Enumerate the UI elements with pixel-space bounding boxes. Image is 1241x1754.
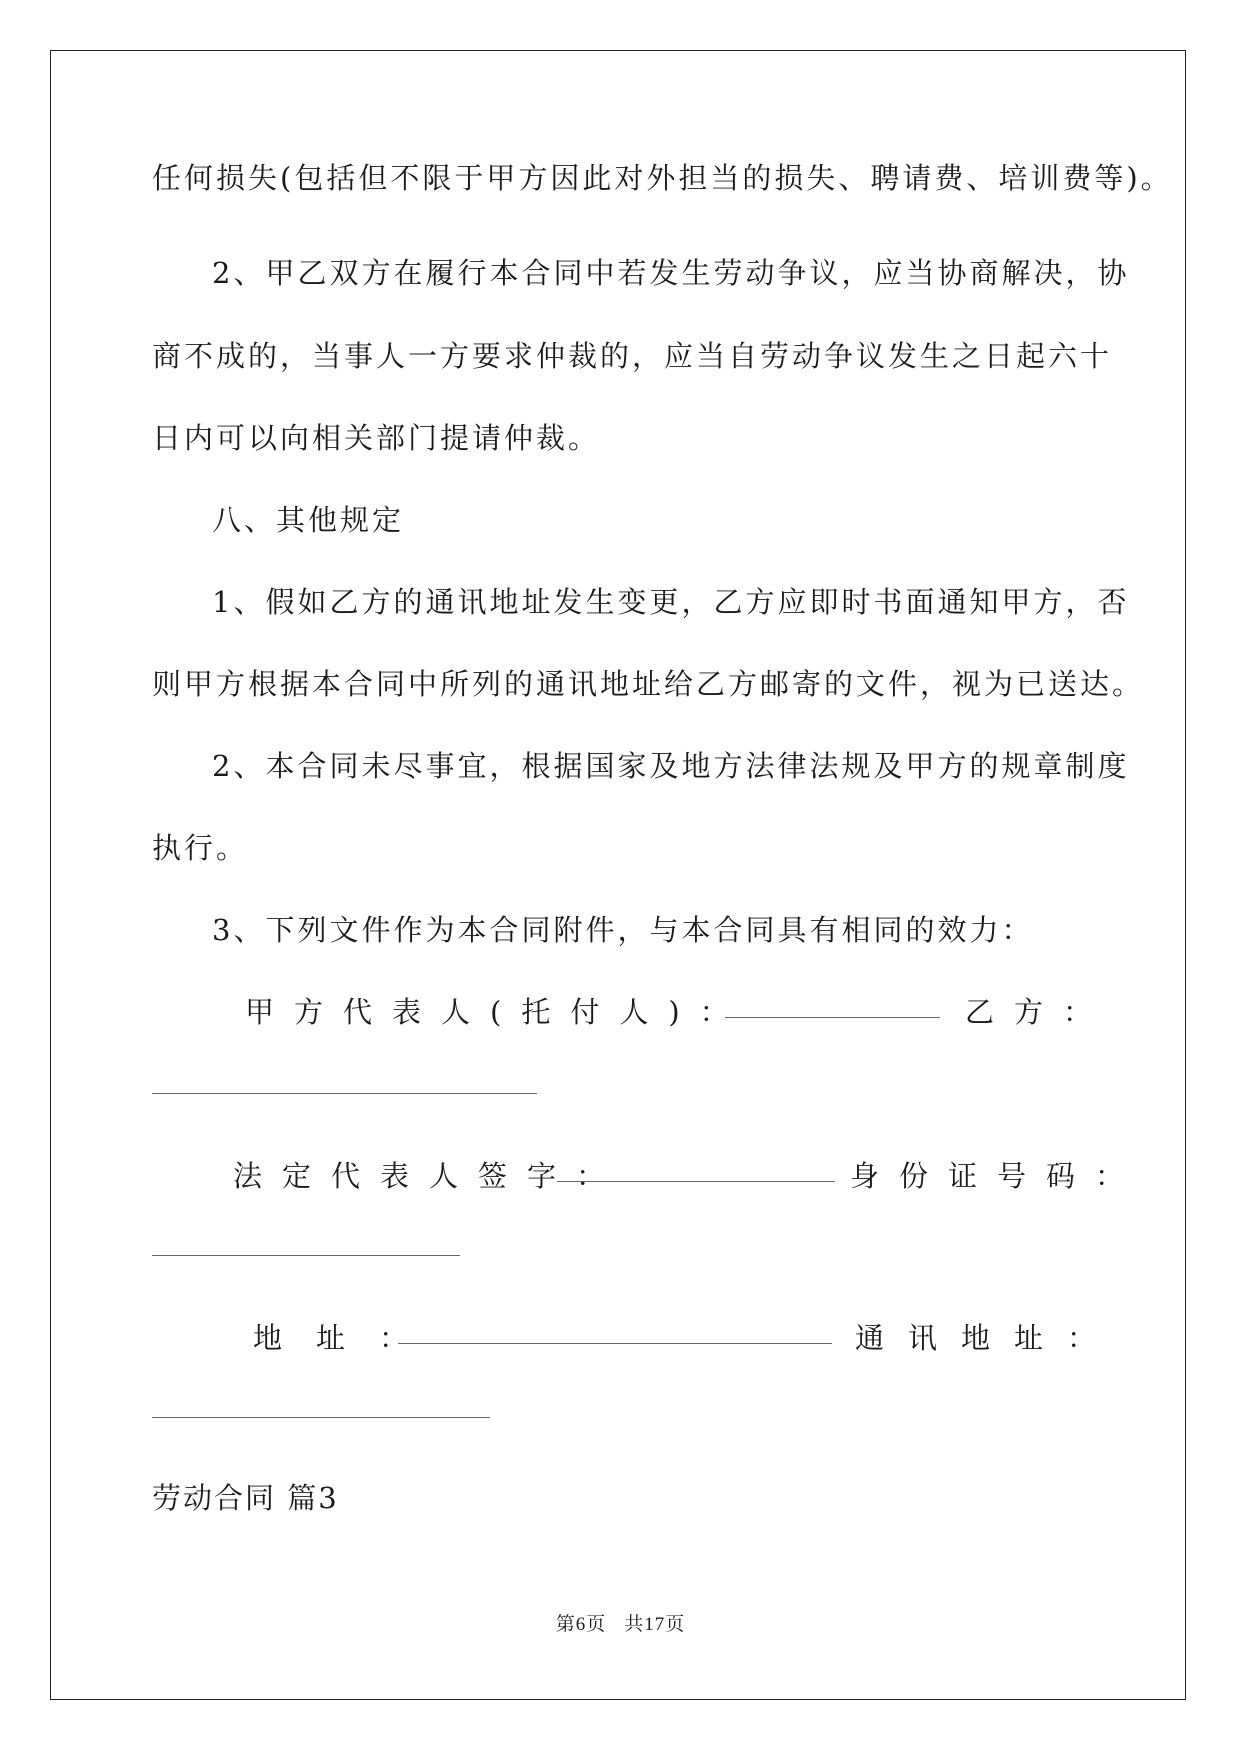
signature-blank-id-number[interactable] [152,1254,460,1256]
paragraph-line: 商不成的，当事人一方要求仲裁的，应当自劳动争议发生之日起六十 [152,339,1113,373]
paragraph-line: 3、下列文件作为本合同附件，与本合同具有相同的效力： [212,913,1034,947]
paragraph-line: 1、假如乙方的通讯地址发生变更，乙方应即时书面通知甲方，否 [212,585,1130,619]
page-footer [0,1612,1241,1638]
signature-label-legal-rep: 法定代表人签字： [233,1159,626,1193]
page-border [50,50,1186,1700]
page-number: 第6页 [555,1614,607,1635]
signature-blank-party-a[interactable] [725,1016,940,1018]
page-total: 共17页 [624,1614,686,1635]
signature-label-id-number: 身份证号码： [850,1159,1145,1193]
paragraph-line: 任何损失(包括但不限于甲方因此对外担当的损失、聘请费、培训费等)。 [152,161,1173,195]
paragraph-line: 执行。 [152,831,249,865]
signature-blank-party-b[interactable] [152,1092,537,1094]
section-title: 劳动合同 篇3 [152,1481,339,1515]
paragraph-line: 2、甲乙双方在履行本合同中若发生劳动争议，应当协商解决，协 [212,256,1130,290]
signature-label-party-a: 甲方代表人(托付人)： [245,995,749,1029]
signature-label-address: 地址： [253,1321,443,1355]
paragraph-line: 日内可以向相关部门提请仲裁。 [152,421,601,455]
signature-label-party-b: 乙方： [965,995,1113,1029]
signature-label-mail-address: 通讯地址： [855,1321,1121,1355]
section-heading: 八、其他规定 [212,503,405,537]
paragraph-line: 2、本合同未尽事宜，根据国家及地方法律法规及甲方的规章制度 [212,749,1130,783]
signature-blank-address[interactable] [398,1342,832,1344]
signature-blank-mail-address[interactable] [152,1416,490,1418]
signature-blank-legal-rep[interactable] [557,1180,835,1182]
paragraph-line: 则甲方根据本合同中所列的通讯地址给乙方邮寄的文件，视为已送达。 [152,667,1145,701]
